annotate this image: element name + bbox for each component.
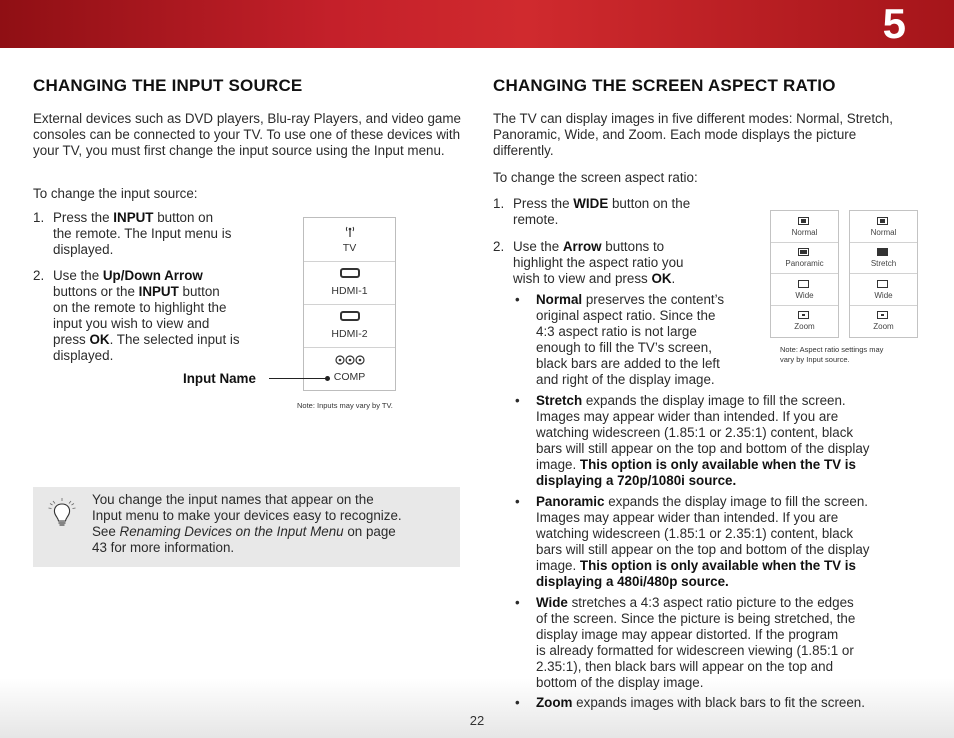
bullet-wide: • Wide stretches a 4:3 aspect ratio picture to the edges of the screen. Since the picture is being stretched, the display image may appear distorted. If the program is already formatted for widescreen viewing (1.85:1 or 2.35:1), then black bars will appear on the top and bottom of the display image. [515,595,856,690]
input-menu-item-tv[interactable]: TV [304,218,395,262]
zoom-ratio-icon [798,311,809,319]
aspect-note: Note: Aspect ratio settings may vary by Input source. [780,345,884,364]
bullet-normal: • Normal preserves the content’s original aspect ratio. Since the 4:3 aspect ratio is not large enough to fill the TV’s screen, black bars are added to the left and right of the display image. [515,292,725,387]
stretch-ratio-icon [877,248,888,256]
page-number: 22 [469,713,485,728]
aspect-menu-stretch [849,210,918,338]
wide-ratio-icon [877,280,888,288]
aspect-step-2: 2. Use the Arrow buttons to highlight the aspect ratio you wish to view and press OK. [493,239,684,286]
bullet-panoramic: • Panoramic expands the display image to fill the screen. Images may appear wider than intended. If you are watching widescreen (1.85:1 or 2.35:1) content, black bars will still appear on the top and bottom of the display image. This option is only available when the TV is displaying a 480i/480p source. [515,494,870,589]
input-menu-note: Note: Inputs may vary by TV. [297,401,393,410]
aspect-menu-panoramic [770,210,839,338]
antenna-icon [304,225,395,238]
hdmi-port-icon [304,268,395,281]
chapter-banner [0,0,954,48]
panoramic-ratio-icon [798,248,809,256]
tip-box [33,487,460,567]
bullet-stretch: • Stretch expands the display image to fill the screen. Images may appear wider than intended. If you are watching widescreen (1.85:1 or 2.35:1) content, black bars will still appear on the top and bottom of the display image. This option is only available when the TV is displaying a 720p/1080i source. [515,393,870,488]
aspect-option-zoom[interactable]: Zoom [850,305,917,336]
aspect-option-zoom[interactable]: Zoom [771,305,838,336]
wide-ratio-icon [798,280,809,288]
input-step-1: 1. Press the INPUT button on the remote. The Input menu is displayed. [33,210,232,257]
input-menu-item-hdmi2[interactable]: HDMI-2 [304,304,395,348]
callout-line [269,378,327,379]
chapter-number: 5 [882,0,906,47]
zoom-ratio-icon [877,311,888,319]
input-menu [303,217,396,391]
aspect-option-wide[interactable]: Wide [850,274,917,306]
input-menu-item-comp[interactable]: COMP [304,347,395,390]
normal-ratio-icon [877,217,888,225]
aspect-intro: The TV can display images in five different modes: Normal, Stretch, Panoramic, Wide, and Zoom. Each mode displays the picture differently. [493,111,893,158]
aspect-step-1: 1. Press the WIDE button on the remote. [493,196,691,227]
aspect-ratio-heading: CHANGING THE SCREEN ASPECT RATIO [493,76,836,95]
lightbulb-icon [47,497,77,534]
input-to-change: To change the input source: [33,186,198,201]
input-intro: External devices such as DVD players, Blu-ray Players, and video game consoles can be connected to your TV. To use one of these devices with your TV, you must first change the input source using the Input menu. [33,111,461,158]
aspect-to-change: To change the screen aspect ratio: [493,170,698,185]
aspect-option-panoramic[interactable]: Panoramic [771,242,838,274]
normal-ratio-icon [798,217,809,225]
input-source-heading: CHANGING THE INPUT SOURCE [33,76,303,95]
bullet-zoom: • Zoom expands images with black bars to fit the screen. [515,695,865,710]
aspect-option-wide[interactable]: Wide [771,274,838,306]
hdmi-port-icon [304,311,395,324]
callout-dot [325,376,330,381]
input-step-2: 2. Use the Up/Down Arrow buttons or the INPUT button on the remote to highlight the input you wish to view and press OK. The selected input is displayed. [33,268,240,363]
aspect-option-normal[interactable]: Normal [850,211,917,243]
input-menu-item-hdmi1[interactable]: HDMI-1 [304,261,395,305]
tip-text: You change the input names that appear on the Input menu to make your devices easy to recognize. See Renaming Devices on the Input Menu on page 43 for more information. [92,492,402,555]
aspect-option-stretch[interactable]: Stretch [850,242,917,274]
input-name-callout-label: Input Name [183,371,256,386]
component-jacks-icon [304,354,395,367]
aspect-option-normal[interactable]: Normal [771,211,838,243]
